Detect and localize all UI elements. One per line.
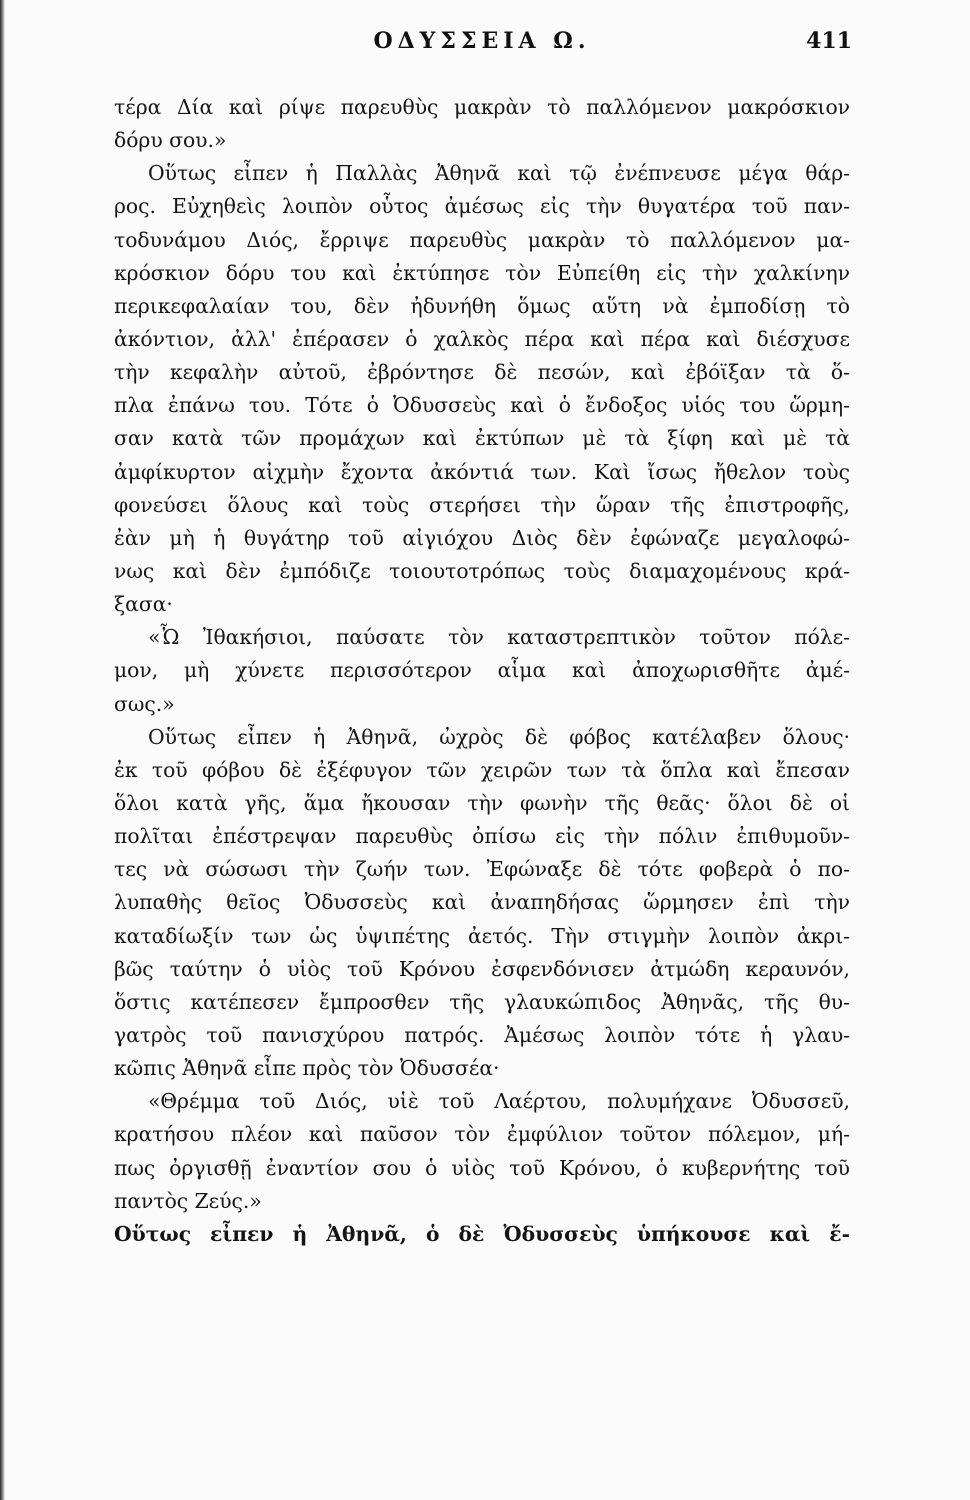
page-number: 411 (806, 28, 852, 54)
text-line: ρος. Εὐχηθεὶς λοιπὸν οὗτος ἀμέσως εἰς τὴν θυγατέρα τοῦ παν- (114, 194, 850, 219)
text-line: τὴν κεφαλὴν αὐτοῦ, ἐβρόντησε δὲ πεσών, καὶ ἐβόϊξαν τὰ ὅ- (114, 360, 850, 385)
text-line: ὅλοι κατὰ γῆς, ἅμα ἤκουσαν τὴν φωνὴν τῆς θεᾶς· ὅλοι δὲ οἱ (114, 790, 850, 815)
text-line: «Ὦ Ἰθακήσιοι, παύσατε τὸν καταστρεπτικὸν τοῦτον πόλε- (148, 625, 850, 650)
text-line: Οὕτως εἶπεν ἡ Παλλὰς Ἀθηνᾶ καὶ τῷ ἐνέπνευσε μέγα θάρ- (148, 161, 850, 186)
text-line: κρόσκιον δόρυ του καὶ ἐκτύπησε τὸν Εὐπείθη εἰς τὴν χαλκίνην (114, 260, 850, 285)
text-line: μον, μὴ χύνετε περισσότερον αἷμα καὶ ἀποχωρισθῆτε ἀμέ- (114, 658, 850, 683)
text-line: περικεφαλαίαν του, δὲν ἠδυνήθη ὅμως αὕτη νὰ ἐμποδίσῃ τὸ (114, 293, 850, 318)
text-line: ἐὰν μὴ ἡ θυγάτηρ τοῦ αἰγιόχου Διὸς δὲν ἐφώναζε μεγαλοφώ- (114, 525, 850, 550)
text-line: ἀμφίκυρτον αἰχμὴν ἔχοντα ἀκόντιά των. Καὶ ἴσως ἤθελον τοὺς (114, 459, 850, 484)
text-line: σαν κατὰ τῶν προμάχων καὶ ἐκτύπων μὲ τὰ ξίφη καὶ μὲ τὰ (114, 426, 850, 451)
text-line: κρατήσου πλέον καὶ παῦσον τὸν ἐμφύλιον τοῦτον πόλεμον, μή- (114, 1122, 850, 1147)
text-line: σως.» (114, 691, 175, 716)
text-line: τες νὰ σώσωσι τὴν ζωήν των. Ἐφώναξε δὲ τότε φοβερὰ ὁ πο- (114, 857, 850, 882)
text-line: βῶς ταύτην ὁ υἱὸς τοῦ Κρόνου ἐσφενδόνισεν ἀτμώδη κεραυνόν, (114, 956, 850, 981)
text-line: «Θρέμμα τοῦ Διός, υἱὲ τοῦ Λαέρτου, πολυμήχανε Ὀδυσσεῦ, (148, 1089, 850, 1114)
text-line: πλα ἐπάνω του. Τότε ὁ Ὀδυσσεὺς καὶ ὁ ἔνδοξος υἱός του ὥρμη- (114, 393, 850, 418)
body-text (114, 91, 850, 1251)
text-line: ξασα· (114, 592, 173, 617)
text-line: πολῖται ἐπέστρεψαν παρευθὺς ὀπίσω εἰς τὴν πόλιν ἐπιθυμοῦν- (114, 824, 850, 849)
text-line: λυπαθὴς θεῖος Ὀδυσσεὺς καὶ ἀναπηδήσας ὥρμησεν ἐπὶ τὴν (114, 890, 850, 915)
text-line: νως καὶ δὲν ἐμπόδιζε τοιουτοτρόπως τοὺς διαμαχομένους κρά- (114, 558, 850, 583)
text-line: κῶπις Ἀθηνᾶ εἶπε πρὸς τὸν Ὀδυσσέα· (114, 1056, 500, 1081)
text-line: τοδυνάμου Διός, ἔρριψε παρευθὺς μακρὰν τὸ παλλόμενον μα- (114, 227, 850, 252)
text-line: πως ὀργισθῇ ἐναντίον σου ὁ υἱὸς τοῦ Κρόνου, ὁ κυβερνήτης τοῦ (114, 1155, 850, 1180)
text-line: ἀκόντιον, ἀλλ' ἐπέρασεν ὁ χαλκὸς πέρα καὶ πέρα καὶ διέσχυσε (114, 326, 850, 351)
text-line: ὅστις κατέπεσεν ἔμπροσθεν τῆς γλαυκώπιδος Ἀθηνᾶς, τῆς θυ- (114, 989, 850, 1014)
text-line: Οὕτως εἶπεν ἡ Ἀθηνᾶ, ὠχρὸς δὲ φόβος κατέλαβεν ὅλους· (148, 724, 850, 749)
text-line: δόρυ σου.» (114, 128, 227, 153)
text-line: καταδίωξίν των ὡς ὑψιπέτης ἀετός. Τὴν στιγμὴν λοιπὸν ἀκρι- (114, 923, 850, 948)
text-line: φονεύσει ὅλους καὶ τοὺς στερήσει τὴν ὥραν τῆς ἐπιστροφῆς, (114, 492, 850, 517)
running-head: ΟΔΥΣΣΕΙΑ Ω. (373, 28, 591, 54)
text-line: Οὕτως εἶπεν ἡ Ἀθηνᾶ, ὁ δὲ Ὀδυσσεὺς ὑπήκουσε καὶ ἔ- (114, 1221, 850, 1246)
text-line: ἐκ τοῦ φόβου δὲ ἐξέφυγον τῶν χειρῶν των τὰ ὅπλα καὶ ἔπεσαν (114, 757, 850, 782)
text-line: τέρα Δία καὶ ρίψε παρευθὺς μακρὰν τὸ παλλόμενον μακρόσκιον (114, 95, 850, 119)
text-line: γατρὸς τοῦ πανισχύρου πατρός. Ἀμέσως λοιπὸν τότε ἡ γλαυ- (114, 1022, 850, 1047)
page-edge-shadow (0, 0, 5, 1500)
page-header (112, 24, 852, 64)
text-line: παντὸς Ζεύς.» (114, 1188, 262, 1213)
